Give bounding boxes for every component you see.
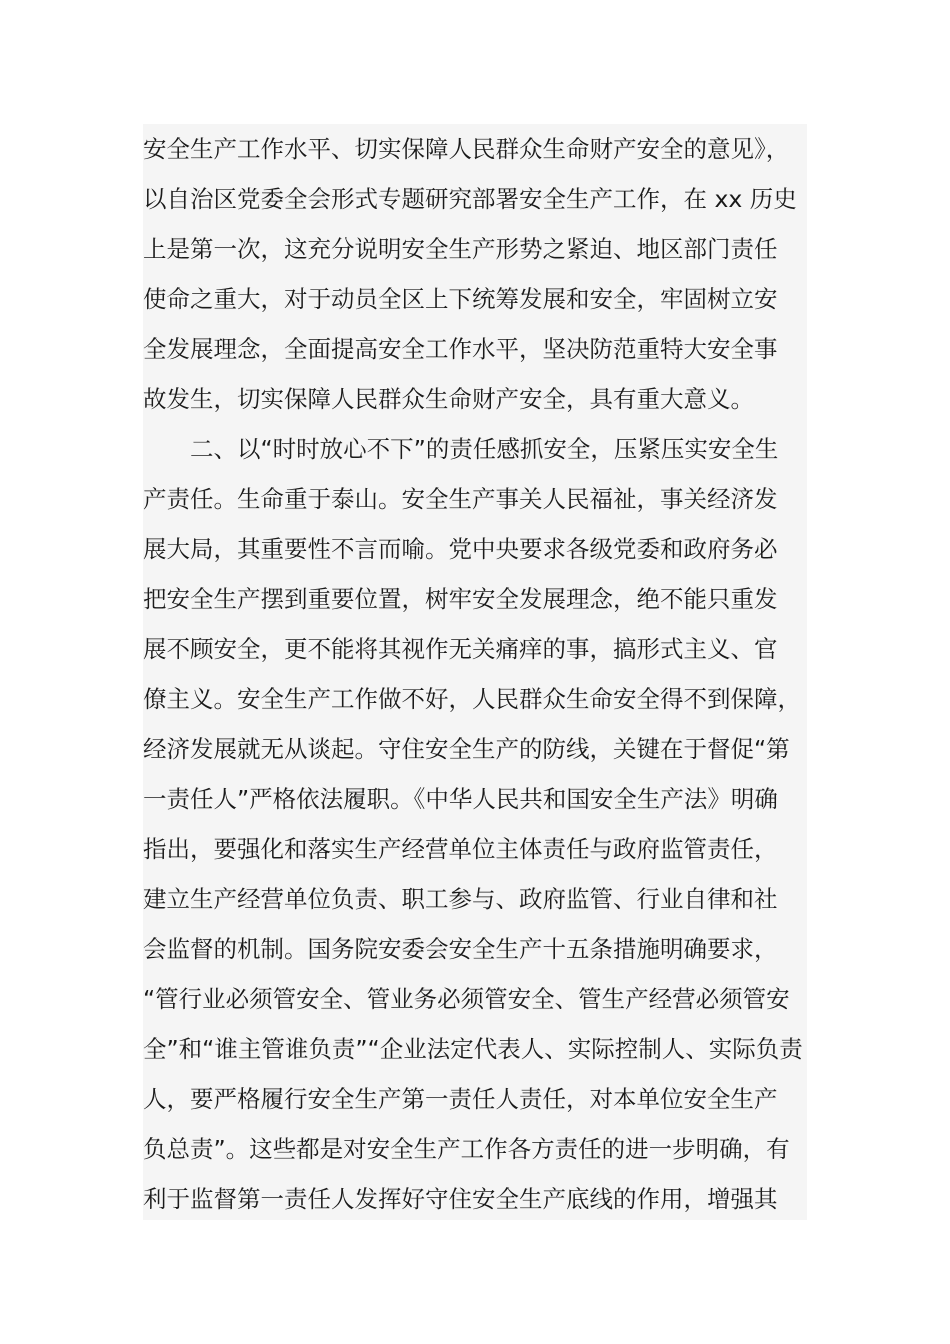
text-line-10: 把安全生产摆到重要位置，树牢安全发展理念，绝不能只重发 bbox=[143, 585, 778, 613]
text-line-2: 以自治区党委全会形式专题研究部署安全生产工作，在 xx 历史 bbox=[143, 185, 797, 213]
text-line-14: 一责任人”严格依法履职。《中华人民共和国安全生产法》明确 bbox=[143, 785, 778, 813]
text-line-8: 产责任。生命重于泰山。安全生产事关人民福祉，事关经济发 bbox=[143, 485, 778, 513]
text-line-7: 二、以“时时放心不下”的责任感抓安全，压紧压实安全生 bbox=[143, 435, 779, 463]
text-line-6: 故发生，切实保障人民群众生命财产安全，具有重大意义。 bbox=[143, 385, 754, 413]
text-line-1: 安全生产工作水平、切实保障人民群众生命财产安全的意见》， bbox=[143, 135, 790, 163]
text-line-12: 僚主义。安全生产工作做不好，人民群众生命安全得不到保障， bbox=[143, 685, 801, 713]
text-line-21: 负总责”。这些都是对安全生产工作各方责任的进一步明确，有 bbox=[143, 1135, 790, 1163]
text-line-13: 经济发展就无从谈起。守住安全生产的防线，关键在于督促“第 bbox=[143, 735, 790, 763]
text-line-9: 展大局，其重要性不言而喻。党中央要求各级党委和政府务必 bbox=[143, 535, 778, 563]
text-line-5: 全发展理念，全面提高安全工作水平，坚决防范重特大安全事 bbox=[143, 335, 778, 363]
text-line-17: 会监督的机制。国务院安委会安全生产十五条措施明确要求， bbox=[143, 935, 778, 963]
text-line-18: “管行业必须管安全、管业务必须管安全、管生产经营必须管安 bbox=[143, 985, 790, 1013]
text-line-19: 全”和“谁主管谁负责”“企业法定代表人、实际控制人、实际负责 bbox=[143, 1035, 803, 1063]
text-line-3: 上是第一次，这充分说明安全生产形势之紧迫、地区部门责任 bbox=[143, 235, 778, 263]
body-text bbox=[143, 124, 807, 1220]
text-line-16: 建立生产经营单位负责、职工参与、政府监管、行业自律和社 bbox=[143, 885, 778, 913]
text-line-22: 利于监督第一责任人发挥好守住安全生产底线的作用，增强其 bbox=[143, 1185, 778, 1213]
text-line-20: 人，要严格履行安全生产第一责任人责任，对本单位安全生产 bbox=[143, 1085, 778, 1113]
text-line-15: 指出，要强化和落实生产经营单位主体责任与政府监管责任， bbox=[143, 835, 778, 863]
text-line-4: 使命之重大，对于动员全区上下统筹发展和安全，牢固树立安 bbox=[143, 285, 778, 313]
text-line-11: 展不顾安全，更不能将其视作无关痛痒的事，搞形式主义、官 bbox=[143, 635, 778, 663]
